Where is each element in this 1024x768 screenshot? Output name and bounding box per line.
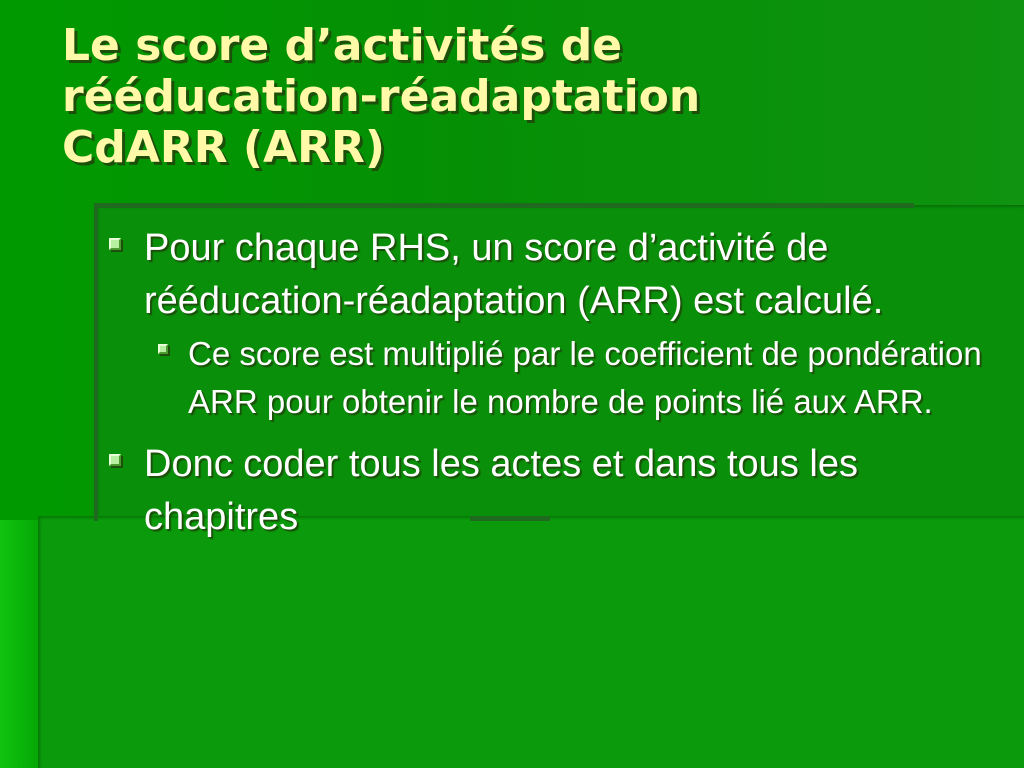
bullet-text: Donc coder tous les actes et dans tous les chapitres [144, 443, 858, 538]
square-bullet-icon [158, 344, 168, 354]
slide-title-line-1: Le score d’activités de [62, 20, 623, 71]
bullet-item [106, 438, 986, 544]
background-accent-strip [0, 520, 38, 768]
divider-line-vertical [94, 203, 98, 521]
square-bullet-icon [109, 454, 121, 466]
bullet-text: Pour chaque RHS, un score d’activité de rééducation-réadaptation (ARR) est calculé. [144, 227, 884, 322]
square-bullet-icon [109, 238, 121, 250]
slide-title-line-3: CdARR (ARR) [62, 122, 385, 173]
bullet-item [106, 222, 986, 328]
slide-title-line-2: rééducation-réadaptation [62, 71, 701, 122]
sub-bullet-text: Ce score est multiplié par le coefficient de pondération ARR pour obtenir le nombre de points lié aux ARR. [188, 335, 982, 420]
divider-line-top [96, 203, 914, 208]
bullet-list [106, 222, 986, 544]
slide-title [62, 20, 962, 173]
background-panel-lower [38, 516, 1024, 768]
sub-bullet-item [158, 330, 986, 426]
